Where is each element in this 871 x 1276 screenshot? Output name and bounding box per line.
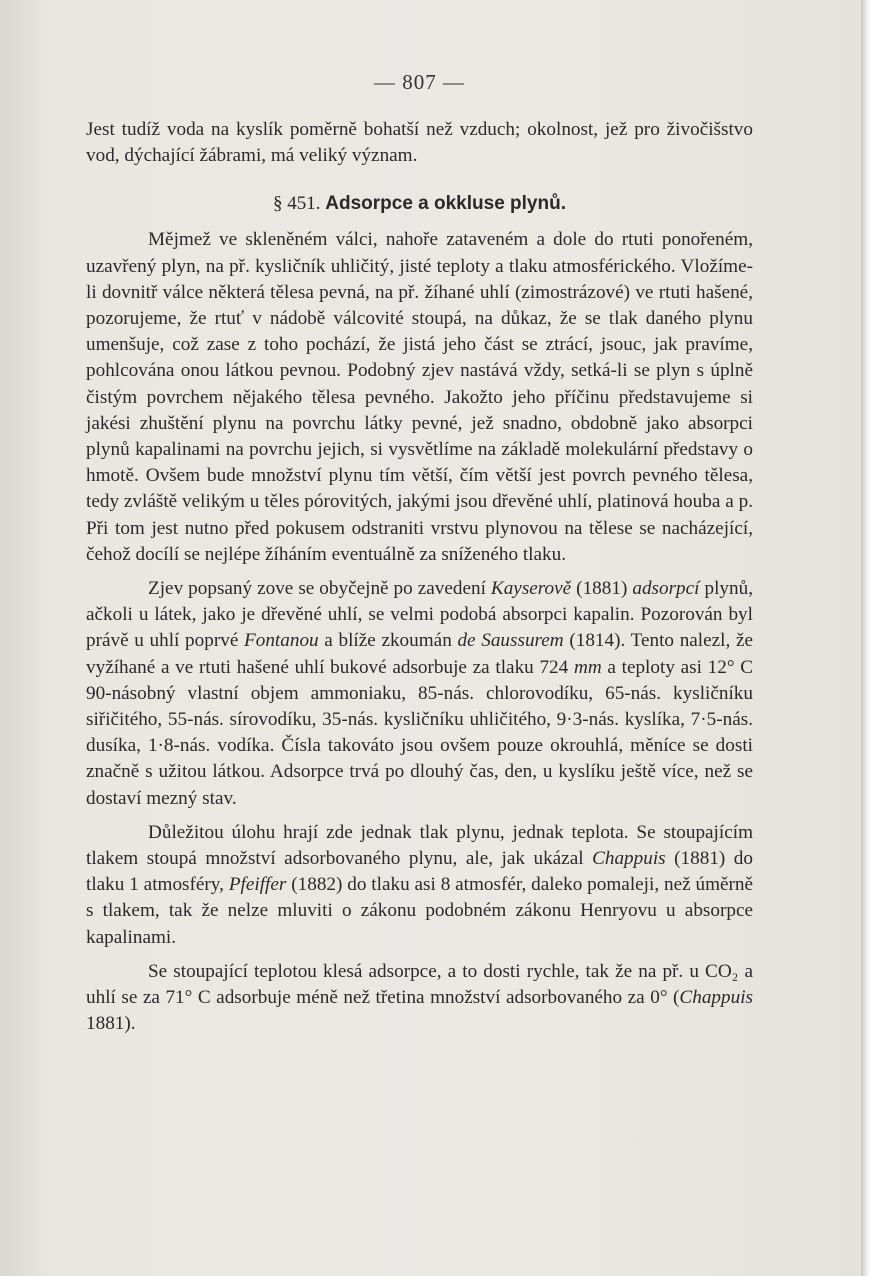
name-kayser: Kayserově (490, 578, 572, 600)
paragraph-4 (86, 959, 753, 1038)
text-run: a blíže zkoumán (318, 630, 458, 652)
text-run: 1881). (86, 1013, 136, 1035)
term-adsorpci: adsorpcí (632, 578, 700, 600)
text-run: (1881) do tlaku 1 atmosféry, (86, 848, 753, 896)
section-title: Adsorpce a okkluse plynů. (325, 193, 566, 215)
name-chappuis: Chappuis (679, 987, 753, 1009)
name-saussure: de Saussurem (457, 630, 564, 652)
name-pfeiffer: Pfeiffer (228, 874, 287, 896)
paragraph-3 (86, 820, 753, 951)
page-number: — 807 — (374, 70, 465, 94)
text-run: (1882) do tlaku asi 8 atmosfér, daleko pomaleji, než úměrně s tlakem, tak že nelze mluviti o zákonu podobném zákonu Henryovu u absorpce kapalinami. (86, 874, 754, 948)
section-heading (86, 193, 753, 215)
text-run: a teploty asi 12° C 90-násobný vlastní objem ammoniaku, 85-nás. chlorovodíku, 65-nás. kysličníku siřičitého, 55-nás. sírovodíku, 35-nás. kysličníku uhličitého, 9·3-nás. kyslíka, 7·5-nás. dusíka, 1·8-nás. vodíka. Čísla takováto jsou ovšem pouze okrouhlá, měníce se dosti značně s užitou látkou. Adsorpce trvá po dlouhý čas, den, u kyslíku ještě více, než se dostaví mezný stav. (86, 656, 754, 809)
name-chappuis: Chappuis (592, 848, 666, 870)
page-spine-shadow (861, 0, 871, 1276)
name-fontana: Fontanou (244, 630, 319, 652)
text-run: (1814). Tento nalezl, že vyžíhané a ve rtuti hašené uhlí bukové adsorbuje za tlaku 724 (86, 630, 753, 678)
paragraph-1: Mějmež ve skleněném válci, nahoře zataveném a dole do rtuti ponořeném, uzavřený plyn, na př. kysličník uhličitý, jisté teploty a tlaku atmosférického. Vložíme-li dovnitř válce některá tělesa pevná, na př. žíhané uhlí (zimostrázové) ve rtuti hašené, pozorujeme, že rtuť v nádobě válcovité stoupá, na důkaz, že se tlak daného plynu umenšuje, což zase z toho pochází, že jistá jeho část se ztrácí, jsouc, jak pravíme, pohlcována onou látkou pevnou. Podobný zjev nastává vždy, setká-li se plyn s úplně čistým povrchem nějakého tělesa pevného. Jakožto jeho příčinu představujeme si jakési zhuštění plynu na povrchu látky pevné, jež snadno, obdobně jako absorpci plynů kapalinami na povrchu jejich, si vysvětlíme na základě molekulární představy o hmotě. Ovšem bude množství plynu tím větší, čím větší jest povrch pevného tělesa, tedy zvláště velikým u těles pórovitých, jakými jsou dřevěné uhlí, platinová houba a p. Při tom jest nutno před pokusem odstraniti vrstvu plynovou na tělese se nacházející, čehož docílí se nejlépe žíháním eventuálně za sníženého tlaku. (86, 229, 753, 565)
text-run: (1881) (571, 578, 633, 600)
text-run: Zjev popsaný zove se obyčejně po zavedení (148, 578, 491, 600)
text-run: Důležitou úlohu hrají zde jednak tlak plynu, jednak teplota. Se stoupajícím tlakem stoupá množství adsorbovaného plynu, ale, jak ukázal (86, 821, 753, 870)
unit-mm: mm (573, 656, 602, 678)
section-number: § 451. (273, 193, 321, 215)
text-run: Se stoupající teplotou klesá adsorpce, a to dosti rychle, tak že na př. u CO₂ a uhlí se za 71° C adsorbuje méně než třetina množství adsorbovaného za 0° ( (86, 960, 753, 1009)
paragraph-2 (86, 576, 753, 812)
text-run: plynů, ačkoli u látek, jako je dřevěné uhlí, se velmi podobá absorpci kapalin. Pozorován byl právě u uhlí poprvé (86, 578, 753, 652)
intro-paragraph: Jest tudíž voda na kyslík poměrně bohatší než vzduch; okolnost, jež pro živočišstvo vod, dýchající žábrami, má veliký význam. (86, 119, 753, 167)
